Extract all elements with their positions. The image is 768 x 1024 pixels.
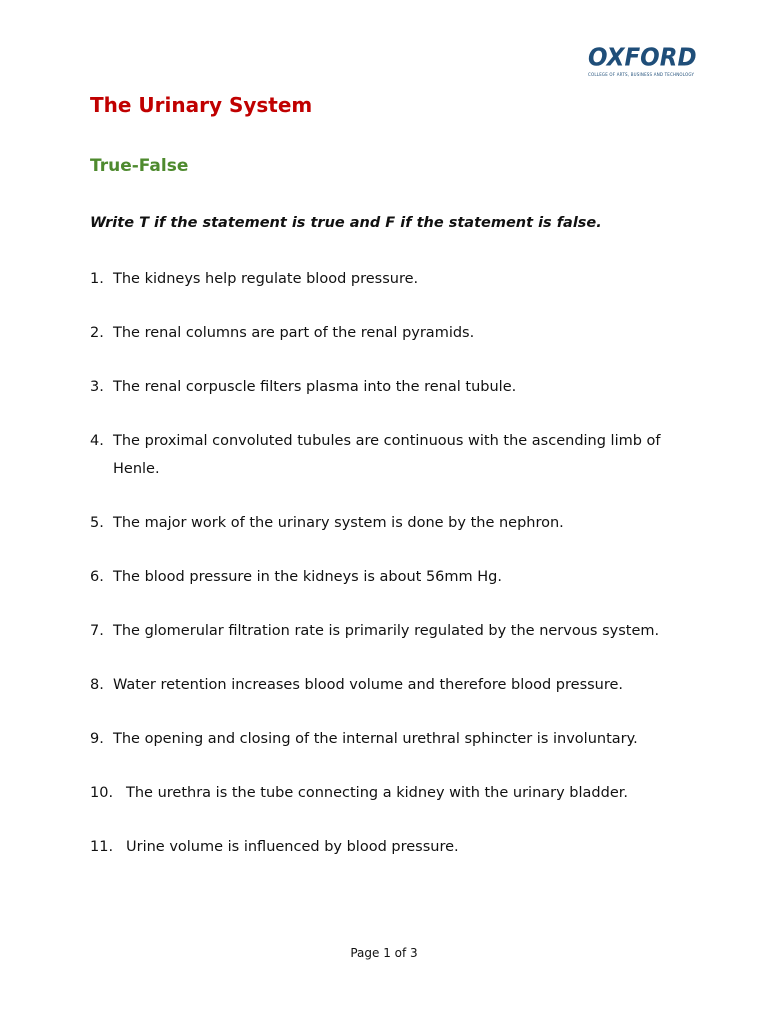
- question-item: [90, 428, 680, 483]
- question-item: [90, 320, 680, 348]
- question-text: The renal columns are part of the renal pyramids.: [113, 325, 475, 341]
- question-text: The opening and closing of the internal urethral sphincter is involuntary.: [113, 730, 638, 747]
- question-number: 5.: [90, 514, 104, 531]
- question-text: The blood pressure in the kidneys is about 56mm Hg.: [113, 568, 502, 585]
- question-number: 2.: [90, 325, 104, 341]
- question-item: [90, 510, 680, 538]
- question-item: [90, 834, 680, 862]
- question-text: The glomerular filtration rate is primarily regulated by the nervous system.: [113, 622, 660, 639]
- question-item: [90, 672, 680, 700]
- oxford-logo: [588, 44, 697, 80]
- instruction-text: Write T if the statement is true and F if the statement is false.: [90, 215, 602, 231]
- question-text: The major work of the urinary system is done by the nephron.: [113, 514, 564, 531]
- question-text: The urethra is the tube connecting a kidney with the urinary bladder.: [126, 784, 628, 801]
- question-item: [90, 780, 680, 808]
- question-item: [90, 266, 680, 294]
- question-number: 10.: [90, 784, 114, 801]
- question-number: 6.: [90, 568, 104, 585]
- question-number: 8.: [90, 676, 104, 693]
- page-number-footer: Page 1 of 3: [350, 946, 418, 960]
- question-number: 4.: [90, 433, 104, 449]
- question-list: [90, 266, 680, 888]
- question-text: The proximal convoluted tubules are continuous with the ascending limb of Henle.: [113, 433, 661, 477]
- question-item: [90, 726, 680, 754]
- question-number: 1.: [90, 271, 104, 287]
- document-title: The Urinary System: [90, 93, 313, 117]
- question-text: The kidneys help regulate blood pressure.: [113, 271, 419, 287]
- question-item: [90, 618, 680, 646]
- question-number: 3.: [90, 379, 104, 395]
- question-text: The renal corpuscle filters plasma into the renal tubule.: [113, 379, 517, 395]
- question-number: 7.: [90, 622, 104, 639]
- logo-wordmark: OXFORD: [588, 44, 697, 73]
- section-heading: True-False: [90, 156, 189, 176]
- question-item: [90, 564, 680, 592]
- question-text: Water retention increases blood volume and therefore blood pressure.: [113, 676, 624, 693]
- question-number: 11.: [90, 838, 114, 855]
- question-text: Urine volume is influenced by blood pressure.: [126, 838, 459, 855]
- question-number: 9.: [90, 730, 104, 747]
- question-item: [90, 374, 680, 402]
- logo-tagline: COLLEGE OF ARTS, BUSINESS AND TECHNOLOGY: [588, 72, 695, 77]
